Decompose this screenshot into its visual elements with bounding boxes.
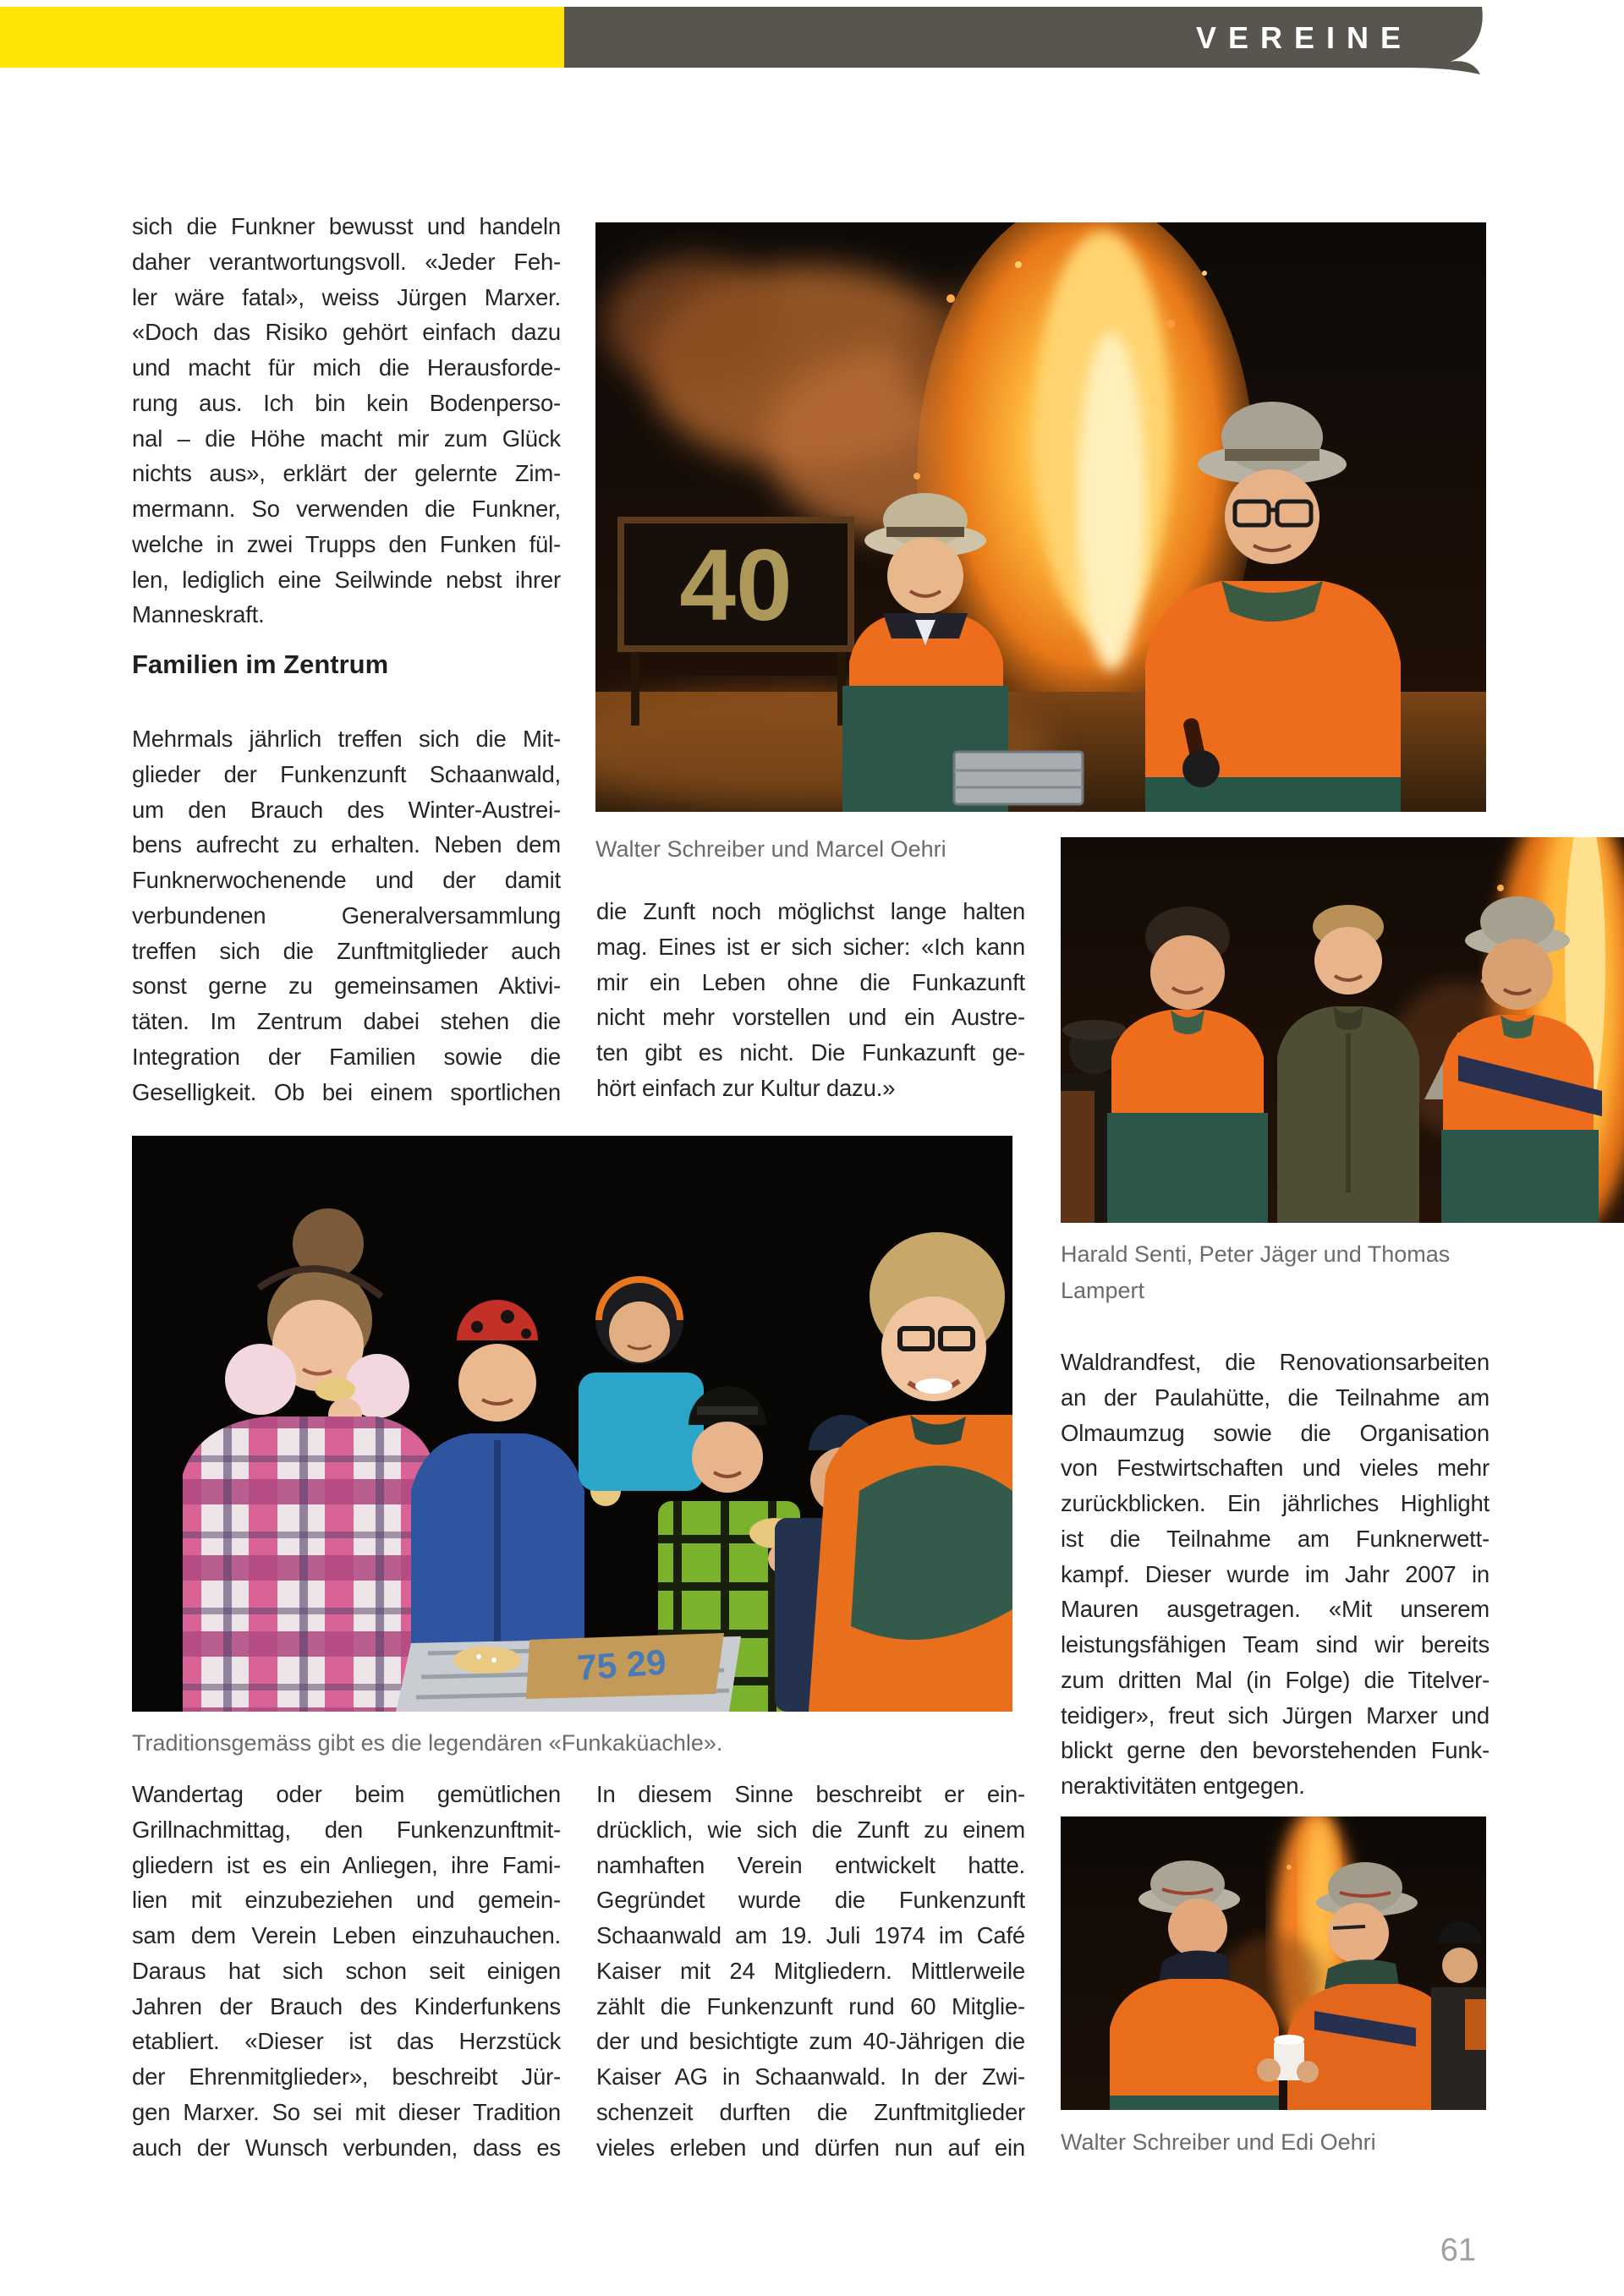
text-line: ler wäre fatal», weiss Jürgen Marxer. — [132, 283, 561, 310]
text-line: von Festwirtschaften und vieles mehr — [1061, 1455, 1490, 1482]
text-line: vieles erleben und dürfen nun auf ein — [596, 2134, 1025, 2161]
text-line: welche in zwei Trupps den Funken fül- — [132, 530, 561, 557]
photo-two-men-cup — [1061, 1817, 1486, 2110]
text-line: etabliert. «Dieser ist das Herzstück — [132, 2028, 561, 2055]
caption-photo4: Walter Schreiber und Edi Oehri — [1061, 2129, 1376, 2155]
text-line: Geselligkeit. Ob bei einem sportlichen — [132, 1078, 561, 1105]
text-line: Gegründet wurde die Funkenzunft — [596, 1887, 1025, 1914]
paragraph-funkner-risk — [132, 209, 561, 633]
photo-bonfire-two-men — [595, 222, 1486, 812]
text-line: lien mit einzubeziehen und gemein- — [132, 1887, 561, 1914]
text-line: namhaften Verein entwickelt hatte. — [596, 1851, 1025, 1878]
text-line: len, lediglich eine Seilwinde nebst ihrer — [132, 566, 561, 593]
text-line: Manneskraft. — [132, 601, 265, 628]
text-line: schenzeit durften die Zunftmitglieder — [596, 2098, 1025, 2125]
text-line: verbundenen Generalversammlung — [132, 901, 561, 929]
header-bar — [0, 0, 1624, 93]
text-line: treffen sich die Zunftmitglieder auch — [132, 937, 561, 964]
caption-photo3: Traditionsgemäss gibt es die legendären «Funkaküachle». — [132, 1730, 723, 1756]
text-line: gen Marxer. So sei mit dieser Tradition — [132, 2098, 561, 2125]
text-line: glieder der Funkenzunft Schaanwald, — [132, 760, 561, 787]
heading-familien-im-zentrum: Familien im Zentrum — [132, 649, 389, 679]
metal-case — [954, 752, 1083, 804]
text-line: an der Paulahütte, die Teilnahme am — [1061, 1384, 1490, 1411]
text-line: Kaiser mit 24 Mitgliedern. Mittlerweile — [596, 1957, 1025, 1984]
yellow-accent-block — [0, 7, 564, 68]
text-line: auch der Wunsch verbunden, dass es — [132, 2134, 561, 2161]
text-line: daher verantwortungsvoll. «Jeder Feh- — [132, 248, 561, 275]
text-line: bens aufrecht zu erhalten. Neben dem — [132, 831, 561, 858]
text-line: Integration der Familien sowie die — [132, 1043, 561, 1070]
caption-photo1: Walter Schreiber und Marcel Oehri — [595, 836, 946, 862]
page-number: 61 — [1440, 2233, 1476, 2268]
text-line: rung aus. Ich bin kein Bodenperso- — [132, 389, 561, 416]
svg-text:75 29: 75 29 — [575, 1641, 668, 1688]
text-line: hört einfach zur Kultur dazu.» — [596, 1074, 896, 1101]
paragraph-wandertag — [132, 1777, 561, 2165]
text-line: zurückblicken. Ein jährliches Highlight — [1061, 1490, 1490, 1516]
text-line: zählt die Funkenzunft rund 60 Mitglie- — [596, 1992, 1025, 2019]
paragraph-zunft-kultur — [596, 894, 1025, 1106]
svg-text:40: 40 — [679, 529, 793, 642]
text-line: Jahren der Brauch des Kinderfunkens — [132, 1992, 561, 2019]
text-line: Mauren ausgetragen. «Mit unserem — [1061, 1596, 1490, 1623]
text-line: Kaiser AG in Schaanwald. In der Zwi- — [596, 2063, 1025, 2090]
paragraph-mitglieder-treffen — [132, 721, 561, 1110]
foil-tray — [396, 1633, 741, 1712]
paragraph-gegruendet — [596, 1777, 1025, 2165]
text-line: Waldrandfest, die Renovationsarbeiten — [1061, 1349, 1490, 1375]
text-line: der und besichtigte zum 40-Jährigen die — [596, 2028, 1025, 2055]
text-line: Grillnachmittag, den Funkenzunftmit- — [132, 1816, 561, 1843]
text-line: Daraus hat sich schon seit einigen — [132, 1957, 561, 1984]
photo-children-funkakuachle — [132, 1136, 1012, 1712]
text-line: Wandertag oder beim gemütlichen — [132, 1781, 561, 1807]
text-line: Schaanwald am 19. Juli 1974 im Café — [596, 1922, 1025, 1948]
text-line: die Zunft noch möglichst lange halten — [596, 898, 1025, 924]
caption-photo2: Harald Senti, Peter Jäger und Thomas Lampert — [1061, 1241, 1451, 1303]
text-line: sonst gerne zu gemeinsamen Aktivi- — [132, 973, 561, 1000]
text-line: mag. Eines ist er sich sicher: «Ich kann — [596, 933, 1025, 960]
text-line: und macht für mich die Herausforde- — [132, 354, 561, 381]
text-line: «Doch das Risiko gehört einfach dazu — [132, 319, 561, 346]
text-line: blickt gerne den bevorstehenden Funk- — [1061, 1737, 1490, 1764]
paragraph-waldrandfest — [1061, 1345, 1490, 1804]
text-line: neraktivitäten entgegen. — [1061, 1773, 1305, 1799]
text-line: teidiger», freut sich Jürgen Marxer und — [1061, 1701, 1490, 1729]
text-line: ist die Teilnahme am Funknerwett- — [1061, 1525, 1490, 1552]
text-line: ten gibt es nicht. Die Funkazunft ge- — [596, 1039, 1025, 1066]
text-line: der Ehrenmitglieder», beschreibt Jür- — [132, 2063, 561, 2090]
photo-three-men — [1061, 837, 1624, 1223]
text-line: gliedern ist es ein Anliegen, ihre Fami- — [132, 1851, 561, 1878]
text-line: nichts aus», erklärt der gelernte Zim- — [132, 460, 561, 487]
text-line: Mehrmals jährlich treffen sich die Mit- — [132, 726, 561, 752]
text-line: sam dem Verein Leben einzuhauchen. — [132, 1922, 561, 1948]
text-line: drücklich, wie sich die Zunft zu einem — [596, 1816, 1025, 1843]
text-line: um den Brauch des Winter-Austrei- — [132, 796, 561, 823]
text-line: kampf. Dieser wurde im Jahr 2007 in — [1061, 1560, 1490, 1587]
section-label: VEREINE — [1196, 20, 1413, 55]
text-line: mir ein Leben ohne die Funkazunft — [596, 968, 1025, 995]
text-line: zum dritten Mal (in Folge) die Titelver- — [1061, 1666, 1490, 1693]
text-line: täten. Im Zentrum dabei stehen die — [132, 1008, 561, 1034]
text-line: mermann. So verwenden die Funkner, — [132, 496, 561, 522]
text-line: leistungsfähigen Team sind wir bereits — [1061, 1631, 1490, 1658]
text-line: nal – die Höhe macht mir zum Glück — [132, 425, 561, 452]
text-line: Funknerwochenende und der damit — [132, 867, 561, 893]
text-line: nicht mehr vorstellen und ein Austre- — [596, 1004, 1025, 1031]
text-line: sich die Funkner bewusst und handeln — [132, 213, 561, 239]
text-line: In diesem Sinne beschreibt er ein- — [596, 1781, 1025, 1807]
text-line: Olmaumzug sowie die Organisation — [1061, 1419, 1490, 1446]
